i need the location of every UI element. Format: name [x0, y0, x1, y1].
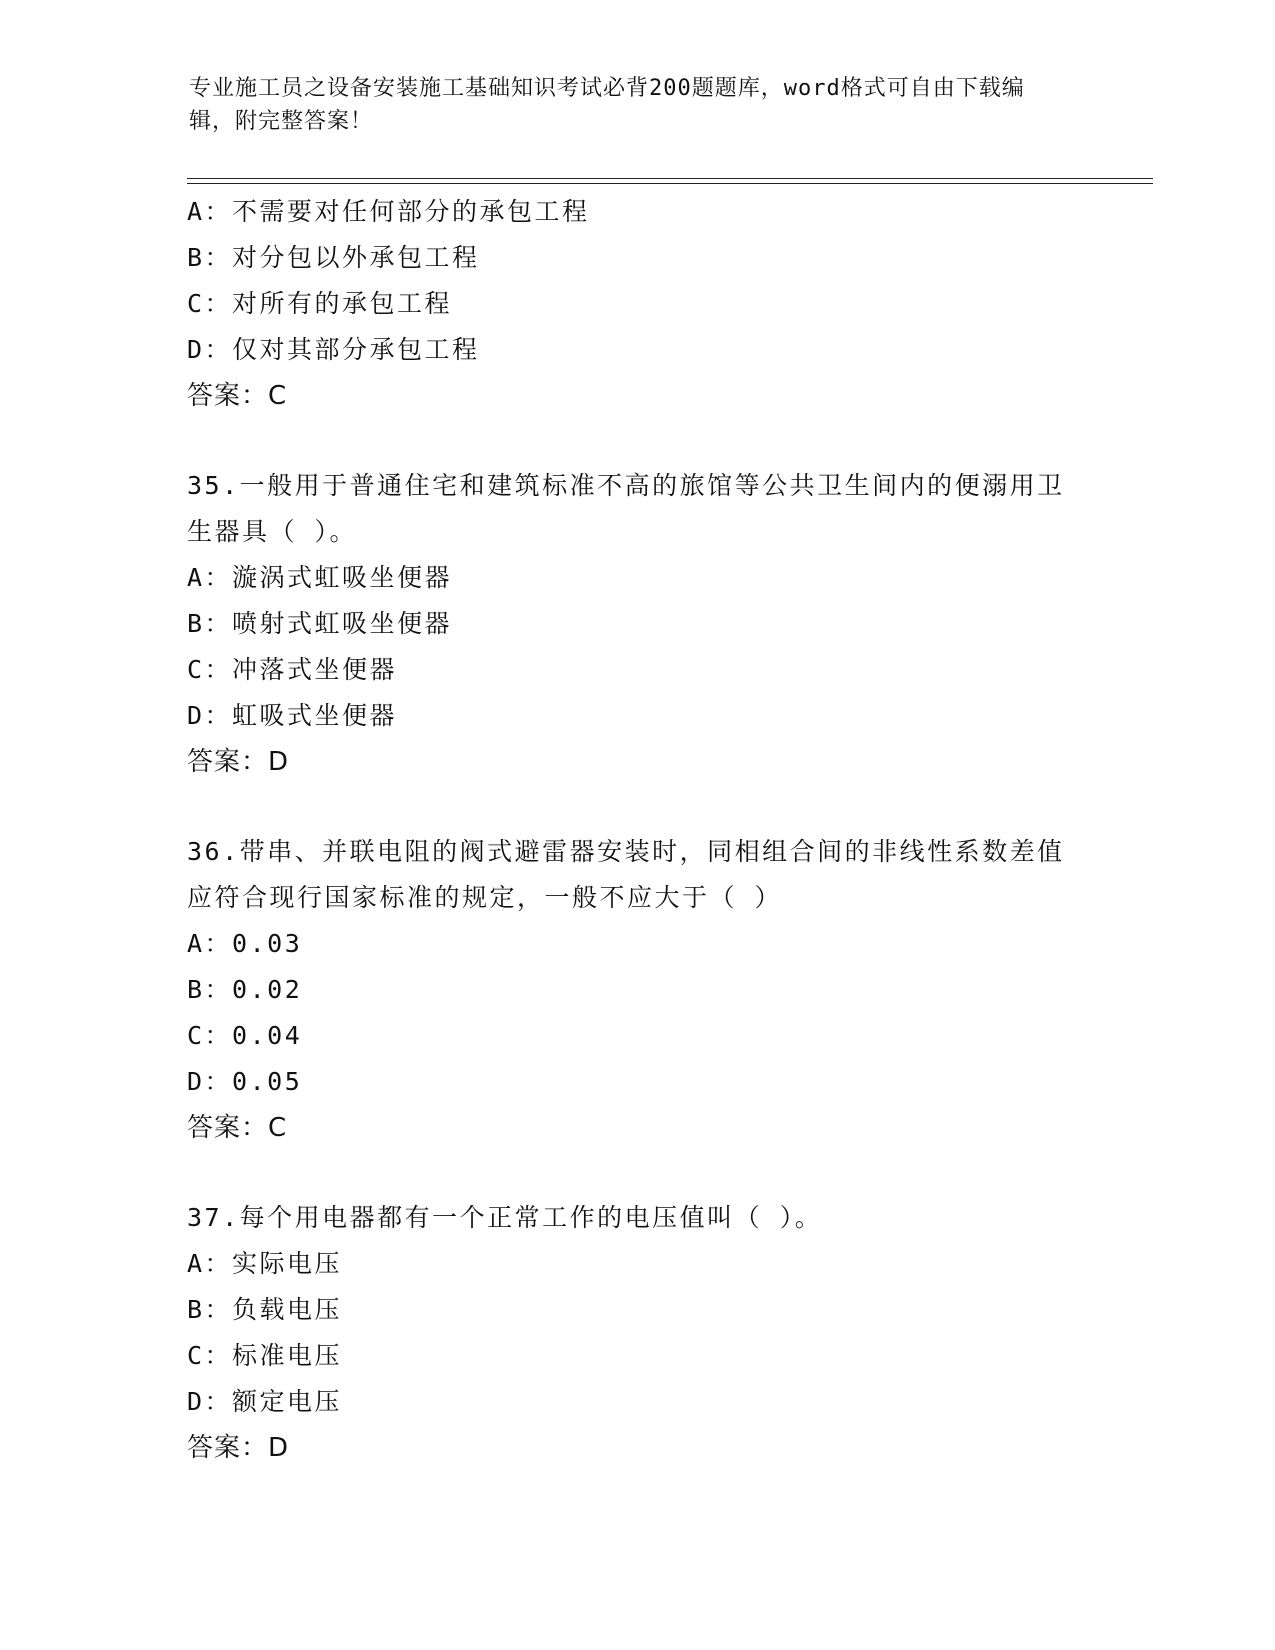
question-block-partial: [187, 189, 1087, 419]
option-b: B：0.02: [187, 975, 303, 1004]
option-a: A：不需要对任何部分的承包工程: [187, 197, 590, 226]
document-header: 专业施工员之设备安装施工基础知识考试必背200题题库，word格式可自由下载编辑，附完整答案！: [189, 76, 1025, 134]
option-b: B：负载电压: [187, 1295, 343, 1324]
question-text: 37.每个用电器都有一个正常工作的电压值叫（ ）。: [187, 1203, 823, 1232]
question-spacer: [187, 1151, 1087, 1195]
option-a: A：漩涡式虹吸坐便器: [187, 563, 453, 592]
option-a: A：实际电压: [187, 1249, 343, 1278]
option-c: C：冲落式坐便器: [187, 655, 398, 684]
answer-line: 答案：C: [187, 1113, 288, 1143]
header-divider-top: [187, 178, 1153, 179]
question-text: 35.一般用于普通住宅和建筑标准不高的旅馆等公共卫生间内的便溺用卫生器具（ ）。: [187, 471, 1065, 546]
option-b: B：对分包以外承包工程: [187, 243, 480, 272]
question-block-35: [187, 463, 1087, 785]
answer-line: 答案：D: [187, 747, 290, 777]
option-c: C：标准电压: [187, 1341, 343, 1370]
question-spacer: [187, 785, 1087, 829]
question-block-36: [187, 829, 1087, 1151]
option-d: D：额定电压: [187, 1387, 343, 1416]
option-c: C：对所有的承包工程: [187, 289, 453, 318]
option-a: A：0.03: [187, 929, 303, 958]
option-d: D：虹吸式坐便器: [187, 701, 398, 730]
question-block-37: [187, 1195, 1087, 1471]
option-d: D：0.05: [187, 1067, 303, 1096]
answer-line: 答案：D: [187, 1433, 290, 1463]
option-d: D：仅对其部分承包工程: [187, 335, 480, 364]
header-divider-bottom: [187, 183, 1153, 184]
question-text: 36.带串、并联电阻的阀式避雷器安装时，同相组合间的非线性系数差值应符合现行国家标准的规定，一般不应大于（ ）: [187, 837, 1065, 912]
answer-line: 答案：C: [187, 381, 288, 411]
option-b: B：喷射式虹吸坐便器: [187, 609, 453, 638]
option-c: C：0.04: [187, 1021, 303, 1050]
question-spacer: [187, 419, 1087, 463]
question-content: [187, 189, 1087, 1471]
